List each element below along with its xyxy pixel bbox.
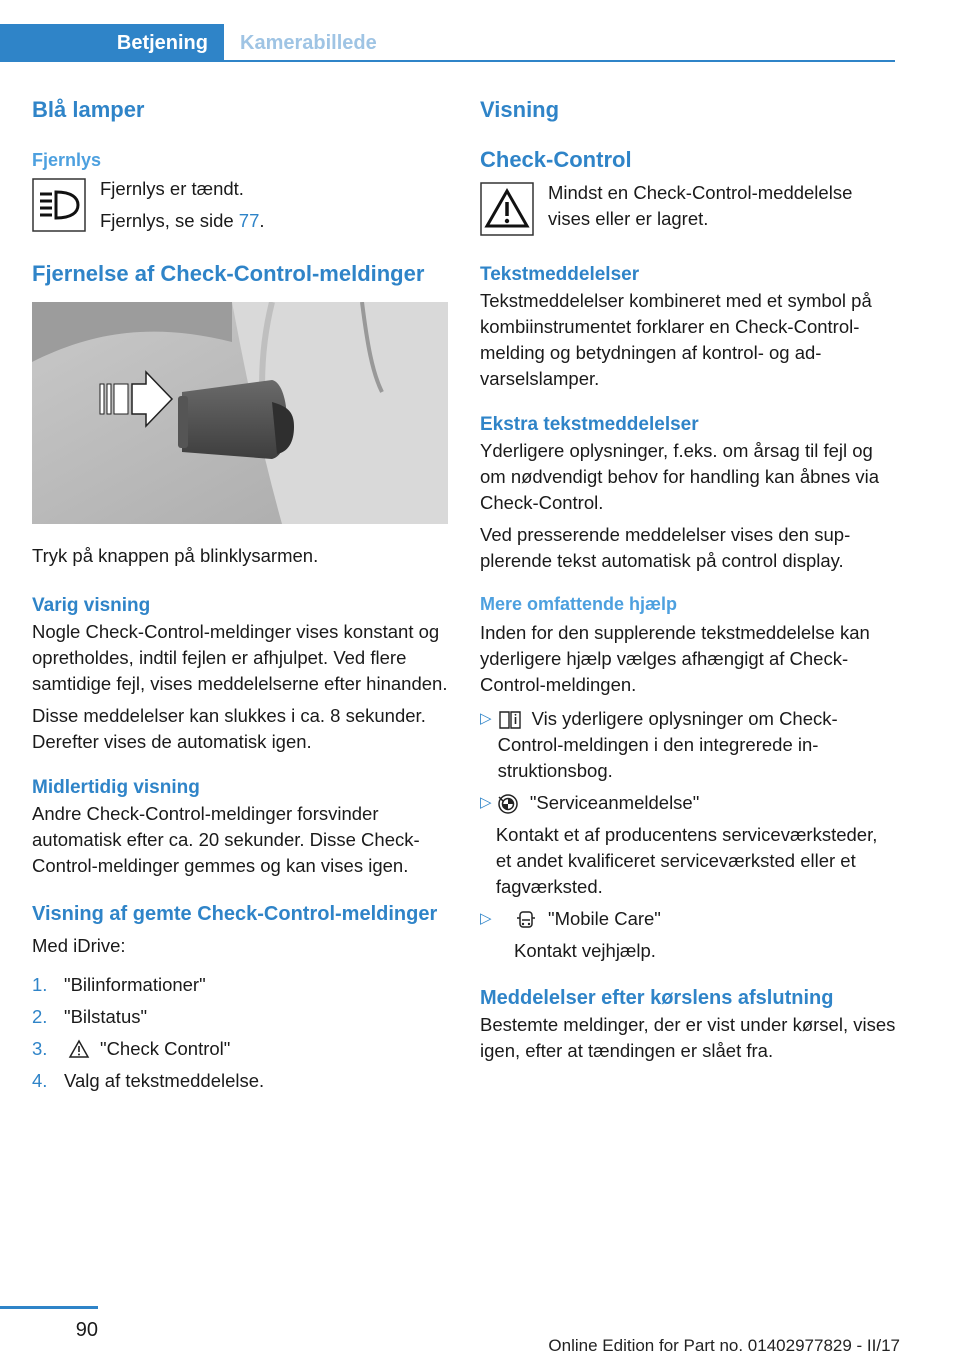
- step-number: 3.: [32, 1038, 48, 1059]
- turn-signal-lever-image: [32, 302, 448, 524]
- bullet-text: "Serviceanmeldelse": [529, 792, 700, 813]
- header-bar: [0, 24, 895, 62]
- tab-betjening[interactable]: Betjening: [0, 24, 224, 62]
- high-beam-ref-suffix: .: [259, 210, 265, 231]
- bmw-service-icon: [496, 793, 520, 815]
- heading-display: Visning: [480, 97, 560, 122]
- help-options-list: [480, 706, 896, 964]
- stored-intro: Med iDrive:: [32, 935, 126, 956]
- header-rule: [0, 60, 895, 62]
- warning-triangle-icon: [480, 182, 534, 236]
- temporary-p1: Andre Check-Control-meldinger forsvinder automatisk efter ca. 20 sekunder. Disse Check-Control-meldinger gemmes og kan vises igen.: [32, 803, 420, 876]
- edition-footer: Online Edition for Part no. 01402977829 - II/17: [548, 1336, 900, 1355]
- right-column: [480, 96, 896, 1064]
- list-item: [480, 906, 896, 964]
- heading-high-beam: Fjernlys: [32, 150, 102, 170]
- step-text: Valg af tekstmeddelelse.: [64, 1070, 265, 1091]
- list-item: [480, 790, 896, 900]
- heading-text-messages: Tekstmeddelelser: [480, 264, 640, 285]
- heading-temporary: Midlertidig visning: [32, 777, 200, 798]
- high-beam-on-text: Fjernlys er tændt.: [100, 178, 244, 199]
- heading-blue-lamps: Blå lamper: [32, 97, 145, 122]
- list-item: [32, 1001, 448, 1033]
- step-number: 1.: [32, 974, 48, 995]
- step-text: "Bilinformationer": [64, 974, 206, 995]
- heading-check-control: Check-Control: [480, 147, 632, 172]
- high-beam-ref: [100, 208, 265, 234]
- more-help-p: Inden for den supplerende tekstmeddelelse kan yderligere hjælp vælges afhængigt af Check-Control-meldingen.: [480, 622, 870, 695]
- high-beam-ref-prefix: Fjernlys, se side: [100, 210, 239, 231]
- mobile-care-icon: [514, 909, 538, 931]
- after-driving-p: Bestemte meldinger, der er vist under kørsel, vises igen, efter at tændingen er slået fra.: [480, 1014, 896, 1061]
- check-control-text: Mindst en Check-Control-meddelelse vises eller er lagret.: [548, 182, 853, 229]
- step-number: 4.: [32, 1070, 48, 1091]
- permanent-p1: Nogle Check-Control-meldinger vises konstant og opretholdes, indtil fejlen er afhjulpet. Ved flere samtidige fejl, vises meddelelserne efter hinanden.: [32, 621, 448, 694]
- high-beam-row: [32, 176, 448, 234]
- bullet-extra-text: Kontakt vejhjælp.: [514, 940, 656, 961]
- book-icon: [498, 709, 522, 731]
- bullet-extra-text: Kontakt et af producentens serviceværksteder, et andet kvalificeret serviceværksted eller et fagværksted.: [495, 824, 878, 897]
- list-item: [480, 706, 896, 784]
- press-button-text: Tryk på knappen på blinklysarmen.: [32, 545, 319, 566]
- heading-extra-text: Ekstra tekstmeddelelser: [480, 414, 699, 435]
- bullet-text: Vis yderligere oplysninger om Check-Control-meldingen i den integrerede instruktionsbog.: [497, 708, 838, 781]
- heading-after-driving: Meddelelser efter kørslens afslutning: [480, 987, 834, 1009]
- heading-stored-messages: Visning af gemte Check-Control-meldinger: [32, 903, 438, 925]
- page-number-rule: [0, 1306, 98, 1309]
- text-messages-p: Tekstmeddelelser kombineret med et symbol på kombiinstrumentet forklarer en Check-Control-melding og betydningen af kontrol- og advarselslamper.: [480, 290, 872, 389]
- step-number: 2.: [32, 1006, 48, 1027]
- step-text: "Check Control": [100, 1038, 231, 1059]
- list-item: [32, 1065, 448, 1097]
- step-text: "Bilstatus": [64, 1006, 148, 1027]
- high-beam-icon: [32, 178, 86, 232]
- bullet-triangle-icon: ▷: [480, 910, 492, 927]
- heading-permanent: Varig visning: [32, 595, 151, 616]
- check-control-row: [480, 180, 896, 236]
- list-item: [32, 1033, 448, 1065]
- warning-triangle-icon: [68, 1039, 90, 1059]
- list-item: [32, 969, 448, 1001]
- extra-text-p2: Ved presserende meddelelser vises den supplerende tekst automatisk på control display.: [480, 524, 851, 571]
- extra-text-p1: Yderligere oplysninger, f.eks. om årsag til fejl og om nødvendigt behov for handling kan åbnes via Check-Control.: [480, 440, 880, 513]
- steps-list: [32, 969, 448, 1097]
- left-column: [32, 96, 448, 1097]
- bullet-triangle-icon: ▷: [480, 710, 492, 727]
- heading-remove-messages: Fjernelse af Check-Control-meldinger: [32, 261, 425, 286]
- page-number: 90: [75, 1319, 98, 1341]
- permanent-p2: Disse meddelelser kan slukkes i ca. 8 sekunder. Derefter vises de automatisk igen.: [32, 705, 426, 752]
- tab-kamerabillede[interactable]: Kamerabillede: [240, 32, 377, 54]
- bullet-triangle-icon: ▷: [480, 794, 492, 811]
- heading-more-help: Mere omfattende hjælp: [480, 594, 678, 614]
- page-link-77[interactable]: 77: [238, 210, 260, 231]
- bullet-text: "Mobile Care": [548, 908, 661, 929]
- page-number-block: [0, 1306, 98, 1342]
